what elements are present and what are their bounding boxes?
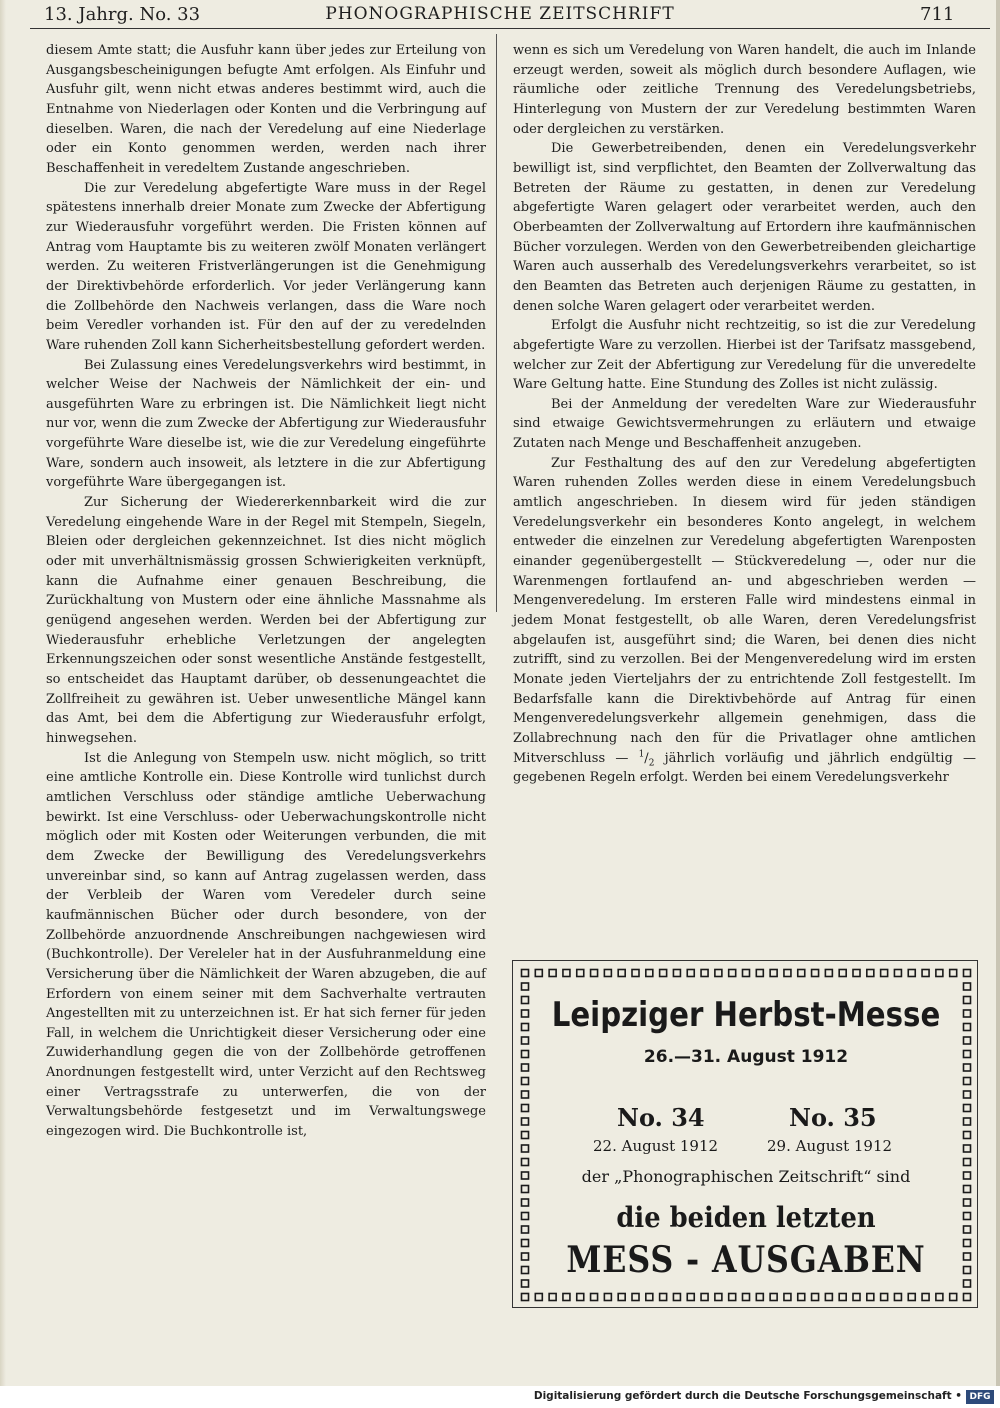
border-ornament [618, 970, 625, 977]
border-ornament [522, 970, 529, 977]
ad-title: Leipziger Herbst-Messe [551, 995, 941, 1035]
border-ornament [756, 970, 763, 977]
border-ornament [839, 1294, 846, 1301]
border-ornament [522, 983, 529, 990]
border-ornament [563, 1294, 570, 1301]
border-ornament [522, 1159, 529, 1166]
border-ornament [964, 1132, 971, 1139]
ad-headline-1: die beiden letzten [616, 1201, 876, 1234]
ad-dates: 26.—31. August 1912 [643, 1047, 849, 1067]
border-ornament [964, 1118, 971, 1125]
border-ornament [522, 997, 529, 1004]
border-ornament [964, 1226, 971, 1233]
border-ornament [522, 1145, 529, 1152]
border-ornament [908, 970, 915, 977]
issue-number-34: No. 34 [617, 1103, 705, 1132]
border-ornament [756, 1294, 763, 1301]
border-ornament [964, 1280, 971, 1287]
border-ornament [729, 970, 736, 977]
border-ornament [535, 1294, 542, 1301]
border-ornament [908, 1294, 915, 1301]
page-number: 711 [920, 4, 955, 25]
border-ornament [894, 970, 901, 977]
border-ornament [798, 970, 805, 977]
paragraph-part: Zur Festhaltung des auf den zur Veredelung abgefertigten Waren ruhenden Zolles werden diese in einem Veredelungsbuch amtlich angeschrieben. In diesem wird für jeden ständigen Veredelungsverkehr ein besonderes Konto angelegt, in welchem entweder die einzelnen zur Veredelung abgefertigten Warenposten einander gegenübergestellt — Stückveredelung —, oder nur die Warenmengen fortlaufend an- und abgeschrieben werden — Mengenveredelung. Im ersteren Falle wird mindestens einmal in jedem Monat festgestellt, ob alle Waren, deren Veredelungsfrist abgelaufen ist, ausgeführt sind; die Waren, bei denen dies nicht zutrifft, sind zu verzollen. Bei der Mengenveredelung wird im ersten Monate jeden Vierteljahrs der zu entrichtende Zoll festgestellt. Im Bedarfsfalle kann die Direktivbehörde auf Antrag für einen Mengenveredelungsverkehr allgemein genehmigen, dass die Zollabrechnung nach den für die Privatlager ohne amtlichen Mitverschluss — [513, 455, 976, 766]
border-ornament [549, 1294, 556, 1301]
border-ornament [673, 970, 680, 977]
border-ornament [660, 970, 667, 977]
border-ornament [522, 1037, 529, 1044]
border-ornament [522, 1078, 529, 1085]
border-ornament [894, 1294, 901, 1301]
border-ornament [964, 997, 971, 1004]
border-ornament [812, 1294, 819, 1301]
advertisement-box [512, 960, 978, 1308]
border-ornament [729, 1294, 736, 1301]
issue-date-35: 29. August 1912 [767, 1137, 893, 1155]
page-edge-shadow [0, 0, 6, 1386]
border-ornament [522, 1226, 529, 1233]
border-ornament [964, 1159, 971, 1166]
paragraph: Die zur Veredelung abgefertigte Ware muss in der Regel spätestens innerhalb dreier Monate zum Zwecke der Abfertigung zur Wiederausfuhr vorgeführt werden. Die Fristen können auf Antrag vom Hauptamte bis zu weiteren zwölf Monaten verlängert werden. Zu weiteren Fristverlängerungen ist die Genehmigung der Direktivbehörde erforderlich. Vor jeder Verlängerung kann die Zollbehörde den Nachweis verlangen, dass die Ware noch beim Veredler vorhanden ist. Für den auf der zu veredelnden Ware ruhenden Zoll kann Sicherheitsbestellung gefordert werden. [46, 180, 486, 353]
border-ornament [964, 1199, 971, 1206]
border-ornament [964, 1240, 971, 1247]
border-ornament [936, 1294, 943, 1301]
border-ornament [964, 1037, 971, 1044]
border-ornament [825, 970, 832, 977]
border-ornament [522, 1213, 529, 1220]
border-ornament [687, 970, 694, 977]
border-ornament [591, 970, 598, 977]
border-ornament [950, 1294, 957, 1301]
border-ornament [770, 1294, 777, 1301]
border-ornament [549, 970, 556, 977]
border-ornament [632, 1294, 639, 1301]
border-ornament [881, 1294, 888, 1301]
border-ornament [964, 1010, 971, 1017]
border-ornament [577, 1294, 584, 1301]
paragraph: Zur Festhaltung des auf den zur Veredelung abgefertigten Waren ruhenden Zolles werden diese in einem Veredelungsbuch amtlich angeschrieben. In diesem wird für jeden ständigen Veredelungsverkehr ein besonderes Konto angelegt, in welchem entweder die einzelnen zur Veredelung abgefertigten Warenposten einander gegenübergestellt — Stückveredelung —, oder nur die Warenmengen fortlaufend an- und abgeschrieben werden — Mengenveredelung. Im ersteren Falle wird mindestens einmal in jedem Monat festgestellt, ob alle Waren, deren Veredelungsfrist abgelaufen ist, ausgeführt sind; die Waren, bei denen dies nicht zutrifft, sind zu verzollen. Bei der Mengenveredelung wird im ersten Monate jeden Vierteljahrs der zu entrichtende Zoll festgestellt. Im Bedarfsfalle kann die Direktivbehörde auf Antrag für einen Mengenveredelungsverkehr allgemein genehmigen, dass die Zollabrechnung nach den für die Privatlager ohne amtlichen Mitverschluss — $^1/_2$ jährlich vorläufig und jährlich endgültig — gegebenen Regeln erfolgt. Werden bei einem Veredelungsverkehr [513, 455, 976, 786]
paragraph: diesem Amte statt; die Ausfuhr kann über jedes zur Erteilung von Ausgangsbescheinigungen befugte Amt erfolgen. Als Einfuhr und Ausfuhr gilt, wenn nicht etwas anderes bestimmt wird, auch die Entnahme von Niederlagen oder Konten und die Verbringung auf dieselben. Waren, die nach der Veredelung auf eine Niederlage oder ein Konto genommen werden, werden nach ihrer Beschaffenheit in veredeltem Zustande angeschrieben. [46, 43, 486, 176]
ad-headline-2: MESS - AUSGABEN [566, 1239, 926, 1281]
column-divider [496, 34, 497, 612]
border-ornament [660, 1294, 667, 1301]
border-ornament [964, 1267, 971, 1274]
border-ornament [770, 970, 777, 977]
border-ornament [646, 1294, 653, 1301]
paragraph: Ist die Anlegung von Stempeln usw. nicht möglich, so tritt eine amtliche Kontrolle ein. Diese Kontrolle wird tunlichst durch amtlichen Verschluss oder ständige amtliche Ueberwachung bewirkt. Ist eine Verschluss- oder Ueberwachungskontrolle nicht möglich oder mit Kosten oder Weiterungen verbunden, die mit dem Zwecke der Bewilligung des Veredelungsverkehrs unvereinbar sind, so kann auf Antrag zugelassen werden, dass der Verbleib der Waren vom Veredeler durch seine kaufmännischen Bücher oder durch besondere, von der Zollbehörde anzuordnende Anschreibungen nachgewiesen wird (Buchkontrolle). Der Vereleler hat in der Ausfuhranmeldung eine Versicherung über die Nämlichkeit der Waren abzugeben, die auf Erfordern von einem seiner mit dem Sachverhalte vertrauten Angestellten mit zu unterzeichnen ist. Er hat sich ferner für jeden Fall, in welchem die Unrichtigkeit dieser Versicherung oder eine Zuwiderhandlung gegen die von der Zollbehörde getroffenen Anordnungen festgestellt wird, unter Verzicht auf den Rechtsweg einer Vertragsstrafe zu unterwerfen, die von der Verwaltungsbehörde festgesetzt und im Verwaltungswege eingezogen wird. Die Buchkontrolle ist, [46, 750, 486, 1140]
border-ornament [522, 1024, 529, 1031]
paragraph: Die Gewerbetreibenden, denen ein Veredelungsverkehr bewilligt ist, sind verpflichtet, den Beamten der Zollverwaltung das Betreten der Räume zu gestatten, in denen zur Veredelung abgefertigte Waren gelagert oder verarbeitet werden, auch den Oberbeamten der Zollverwaltung auf Ertordern ihre kaufmännischen Bücher vorzulegen. Werden von den Gewerbetreibenden gleichartige Waren auch ausserhalb des Veredelungsverkehrs verarbeitet, so ist den Beamten das Betreten auch derjenigen Räume zu gestatten, in denen solche Waren gelagert oder verarbeitet werden. [513, 141, 976, 314]
border-ornament [853, 1294, 860, 1301]
border-ornament [632, 970, 639, 977]
border-ornament [798, 1294, 805, 1301]
border-ornament [604, 1294, 611, 1301]
border-ornament [964, 1213, 971, 1220]
border-ornament [964, 1091, 971, 1098]
border-ornament [839, 970, 846, 977]
ad-middle-text: der „Phonographischen Zeitschrift“ sind [581, 1167, 911, 1186]
border-ornament [922, 970, 929, 977]
border-ornament [522, 1253, 529, 1260]
border-ornament [964, 1024, 971, 1031]
border-ornament [867, 1294, 874, 1301]
border-ornament [867, 970, 874, 977]
border-ornament [964, 970, 971, 977]
border-ornament [522, 1091, 529, 1098]
border-ornament [743, 970, 750, 977]
border-ornament [701, 970, 708, 977]
paragraph: Bei Zulassung eines Veredelungsverkehrs wird bestimmt, in welcher Weise der Nachweis der Nämlichkeit der ein- und ausgeführten Ware zu erbringen ist. Die Nämlichkeit liegt nicht nur vor, wenn die zum Zwecke der Abfertigung zur Wiederausfuhr vorgeführte Ware dieselbe ist, wie die zur Veredelung eingeführte Ware, sondern auch insoweit, als letztere in die zur Abfertigung vorgeführte Ware übergegangen ist. [46, 357, 486, 491]
page-edge-right [996, 0, 1000, 1386]
border-ornament [922, 1294, 929, 1301]
border-ornament [715, 970, 722, 977]
paragraph: Erfolgt die Ausfuhr nicht rechtzeitig, so ist die zur Veredelung abgefertigte Ware zu verzollen. Hierbei ist der Tarifsatz massgebend, welcher zur Zeit der Abfertigung zur Veredelung für die unveredelte Ware Geltung hatte. Eine Stundung des Zolles ist nicht zulässig. [513, 318, 976, 393]
left-column [46, 41, 486, 1142]
fraction-denominator: 2 [648, 758, 655, 769]
border-ornament [964, 1145, 971, 1152]
border-ornament [784, 970, 791, 977]
border-ornament [964, 1294, 971, 1301]
dfg-logo: DFG [966, 1390, 994, 1404]
paragraph: Zur Sicherung der Wiedererkennbarkeit wird die zur Veredelung eingehende Ware in der Regel mit Stempeln, Siegeln, Bleien oder dergleichen gekennzeichnet. Ist dies nicht möglich oder mit unverhältnismässig grossen Schwierigkeiten verknüpft, kann die Aufnahme einer genauen Beschreibung, die Zurückhaltung von Mustern oder eine ähnliche Massnahme als genügend angesehen werden. Werden bei der Abfertigung zur Wiederausfuhr erhebliche Verletzungen der angelegten Erkennungszeichen oder sonst wesentliche Anstände festgestellt, so entscheidet das Hauptamt darüber, ob dessenungeachtet die Zollfreiheit zu gewähren ist. Ueber unwesentliche Mängel kann das Amt, bei dem die Abfertigung zur Wiederausfuhr erfolgt, hinwegsehen. [46, 495, 486, 746]
border-ornament [563, 970, 570, 977]
border-ornament [964, 983, 971, 990]
border-ornament [825, 1294, 832, 1301]
paragraph: Bei der Anmeldung der veredelten Ware zur Wiederausfuhr sind etwaige Gewichtsvermehrungen zu erläutern und etwaige Zutaten nach Menge und Beschaffenheit anzugeben. [513, 396, 976, 452]
border-ornament [715, 1294, 722, 1301]
border-ornament [936, 970, 943, 977]
footer-credit: Digitalisierung gefördert durch die Deutsche Forschungsgemeinschaft • [533, 1390, 962, 1402]
border-ornament [964, 1253, 971, 1260]
border-ornament [743, 1294, 750, 1301]
border-ornament [591, 1294, 598, 1301]
border-ornament [522, 1280, 529, 1287]
border-ornament [577, 970, 584, 977]
issue-label: 13. Jahrg. No. 33 [44, 4, 201, 25]
journal-title: PHONOGRAPHISCHE ZEITSCHRIFT [325, 4, 675, 24]
border-ornament [964, 1105, 971, 1112]
border-ornament [522, 1010, 529, 1017]
fraction-numerator: 1 [638, 749, 645, 760]
border-ornament [522, 1199, 529, 1206]
border-ornament [618, 1294, 625, 1301]
border-ornament [646, 970, 653, 977]
border-ornament [522, 1132, 529, 1139]
border-ornament [812, 970, 819, 977]
paragraph: wenn es sich um Veredelung von Waren handelt, die auch im Inlande erzeugt werden, soweit als möglich durch besondere Auflagen, wie räumliche oder zeitliche Trennung des Veredelungsbetriebs, Hinterlegung von Mustern der zur Veredelung bestimmten Waren oder dergleichen zu verstärken. [513, 43, 976, 137]
border-ornament [522, 1294, 529, 1301]
border-ornament [522, 1118, 529, 1125]
border-ornament [964, 1078, 971, 1085]
issue-date-34: 22. August 1912 [593, 1137, 719, 1155]
paragraph-part: jährlich vorläufig und jährlich endgültig — gegebenen Regeln erfolgt. Werden bei einem Veredelungsverkehr [513, 750, 976, 786]
border-ornament [522, 1267, 529, 1274]
footer-bar [0, 1388, 1000, 1408]
issue-number-35: No. 35 [789, 1103, 877, 1132]
border-ornament [687, 1294, 694, 1301]
border-ornament [535, 970, 542, 977]
border-ornament [604, 970, 611, 977]
border-ornament [522, 1240, 529, 1247]
border-ornament [673, 1294, 680, 1301]
border-ornament [950, 970, 957, 977]
border-ornament [522, 1105, 529, 1112]
border-ornament [881, 970, 888, 977]
border-ornament [701, 1294, 708, 1301]
right-column [513, 41, 976, 788]
border-ornament [784, 1294, 791, 1301]
border-ornament [853, 970, 860, 977]
border-ornament [964, 1186, 971, 1193]
header-rule [30, 28, 990, 29]
border-ornament [522, 1186, 529, 1193]
